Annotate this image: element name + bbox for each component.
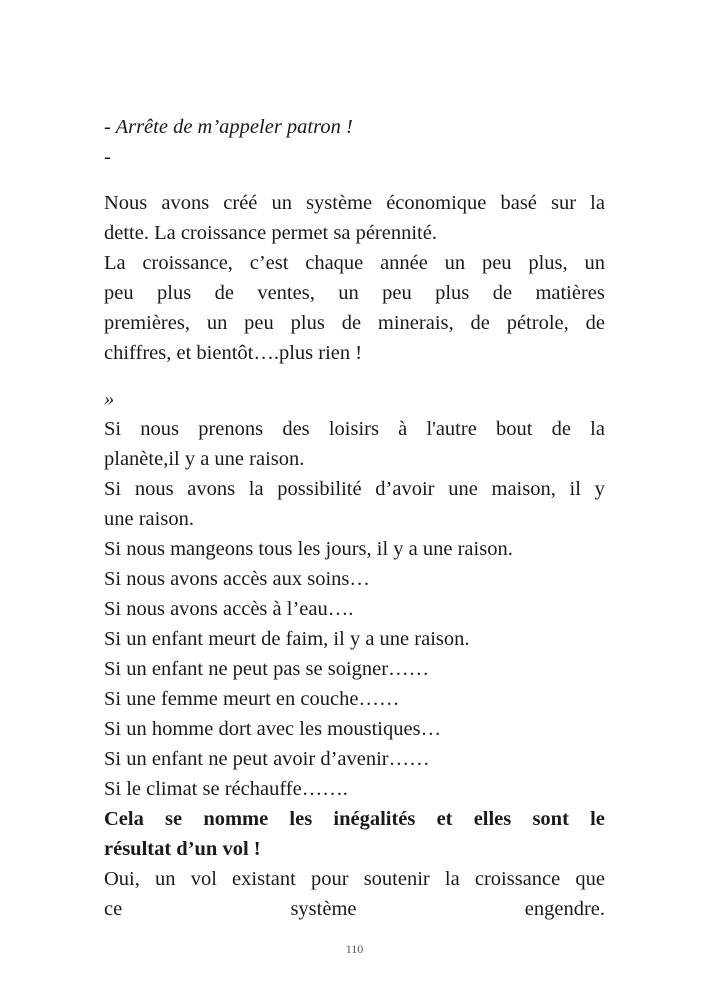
- list-line8: Si un enfant meurt de faim, il y a une raison.: [104, 628, 470, 650]
- word: une: [448, 478, 478, 500]
- word: Oui,: [104, 868, 140, 890]
- word: sont: [532, 808, 569, 830]
- word: soutenir: [363, 868, 430, 890]
- word: La: [104, 252, 126, 274]
- word: existant: [232, 868, 296, 890]
- word: nomme: [203, 808, 269, 830]
- list-line12: Si un enfant ne peut avoir d’avenir……: [104, 748, 430, 770]
- word: pour: [310, 868, 349, 890]
- word: système: [306, 192, 373, 214]
- list-line7: Si nous avons accès à l’eau….: [104, 598, 354, 620]
- word: croissance,: [142, 252, 233, 274]
- word: la: [590, 418, 605, 440]
- word: les: [289, 808, 313, 830]
- word: basé: [500, 192, 537, 214]
- word: Cela: [104, 808, 144, 830]
- word: avons: [161, 192, 210, 214]
- word: bout: [495, 418, 533, 440]
- word: vol: [190, 868, 217, 890]
- word: ventes,: [257, 282, 315, 304]
- word: sur: [550, 192, 577, 214]
- word: un: [271, 192, 292, 214]
- word: nous: [140, 418, 180, 440]
- word: Si: [104, 418, 122, 440]
- dialogue-line-2: -: [104, 146, 111, 168]
- paragraph1-line1: [104, 188, 605, 218]
- bold-line1: [104, 804, 605, 834]
- word: un: [338, 282, 359, 304]
- word: de: [214, 282, 234, 304]
- paragraph2-line3: [104, 308, 605, 338]
- word: d’avoir: [375, 478, 435, 500]
- list-line11: Si un homme dort avec les moustiques…: [104, 718, 442, 740]
- word: peu: [382, 282, 412, 304]
- word: elles: [473, 808, 512, 830]
- word: peu: [104, 282, 134, 304]
- word: de: [492, 282, 513, 304]
- word: plus: [435, 282, 470, 304]
- word: que: [575, 868, 605, 890]
- word: un: [206, 312, 228, 334]
- word: la: [248, 478, 264, 500]
- word: Nous: [104, 192, 148, 214]
- word: matières: [535, 282, 605, 304]
- word: créé: [223, 192, 258, 214]
- page-content: [104, 112, 605, 924]
- paragraph2-line4: chiffres, et bientôt….plus rien !: [104, 342, 363, 364]
- word: de: [551, 418, 571, 440]
- word: peu: [244, 312, 274, 334]
- dialogue-line-1: - Arrête de m’appeler patron !: [104, 116, 353, 138]
- word: nous: [134, 478, 174, 500]
- word: des: [282, 418, 310, 440]
- word: plus,: [528, 252, 568, 274]
- word: de: [585, 312, 605, 334]
- list-line2: planète,il y a une raison.: [104, 448, 305, 470]
- list-line3: [104, 474, 605, 504]
- word: maison,: [491, 478, 556, 500]
- last-line2: [104, 894, 605, 924]
- list-line10: Si une femme meurt en couche……: [104, 688, 400, 710]
- word: un: [584, 252, 605, 274]
- last-line1: [104, 864, 605, 894]
- word: possibilité: [277, 478, 362, 500]
- list-line6: Si nous avons accès aux soins…: [104, 568, 370, 590]
- paragraph2-line2: [104, 278, 605, 308]
- page-number: 110: [345, 942, 364, 956]
- word: le: [590, 808, 605, 830]
- word: de: [341, 312, 362, 334]
- word: prenons: [198, 418, 264, 440]
- word: un: [155, 868, 176, 890]
- word: la: [590, 192, 605, 214]
- word: pétrole,: [506, 312, 569, 334]
- bold-line2: résultat d’un vol !: [104, 838, 261, 860]
- word: c’est: [249, 252, 289, 274]
- word: un: [444, 252, 466, 274]
- word: y: [594, 478, 605, 500]
- word: loisirs: [328, 418, 379, 440]
- word: peu: [481, 252, 512, 274]
- word: inégalités: [333, 808, 416, 830]
- word: premières,: [104, 312, 190, 334]
- paragraph2-line1: [104, 248, 605, 278]
- word: et: [436, 808, 453, 830]
- word: plus: [290, 312, 325, 334]
- list-line4: une raison.: [104, 508, 194, 530]
- list-line9: Si un enfant ne peut pas se soigner……: [104, 658, 430, 680]
- list-line1: [104, 414, 605, 444]
- word: plus: [157, 282, 192, 304]
- word: engendre.: [524, 898, 605, 920]
- word: l'autre: [426, 418, 477, 440]
- word: chaque: [305, 252, 364, 274]
- word: année: [380, 252, 428, 274]
- word: il: [569, 478, 581, 500]
- paragraph1-line2: dette. La croissance permet sa pérennité.: [104, 222, 437, 244]
- word: Si: [104, 478, 122, 500]
- word: à: [398, 418, 408, 440]
- word: minerais,: [377, 312, 454, 334]
- list-line13: Si le climat se réchauffe…….: [104, 778, 348, 800]
- word: la: [444, 868, 460, 890]
- word: ce: [104, 898, 123, 920]
- word: avons: [187, 478, 236, 500]
- word: se: [165, 808, 183, 830]
- list-line5: Si nous mangeons tous les jours, il y a une raison.: [104, 538, 513, 560]
- word: économique: [386, 192, 487, 214]
- word: de: [470, 312, 490, 334]
- word: système: [290, 898, 357, 920]
- quote-mark: »: [104, 388, 115, 410]
- word: croissance: [474, 868, 561, 890]
